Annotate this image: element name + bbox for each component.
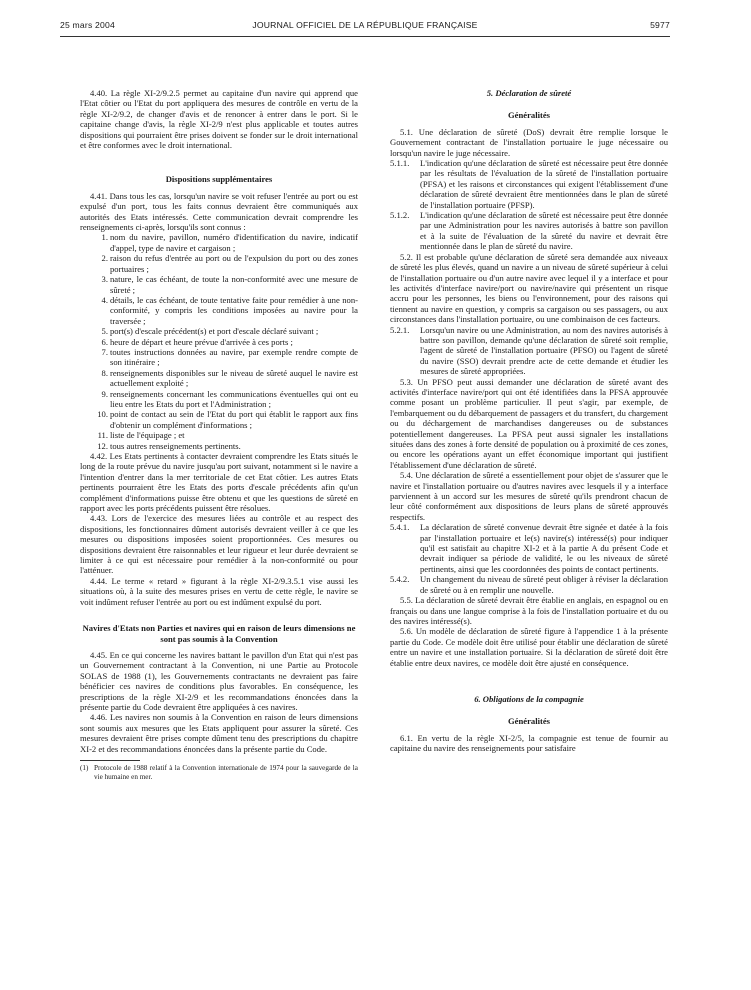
paragraph-6-1: 6.1. En vertu de la règle XI-2/5, la compagnie est tenue de fournir au capitaine du navire des renseignements pour satisfaire xyxy=(390,732,668,754)
subparagraph-5-4-1: 5.4.1. La déclaration de sûreté convenue devrait être signée et datée à la fois par l'installation portuaire et le(s) navire(s) intéressé(s) pour indiquer qu'il est satisfait au chapitre XI-2 et à la partie A du présent Code et devrait indiquer sa période de validité, le ou les niveaux de sûreté pertinents, ainsi que les coordonnées des points de contact pertinents. xyxy=(390,522,668,574)
paragraph-4-45: 4.45. En ce qui concerne les navires battant le pavillon d'un Etat qui n'est pas un Gouvernement contractant à la Convention, ni une Partie au Protocole SOLAS de 1988 (1), les Gouvernements contractants ne devraient pas faire bénéficier ces navires de conditions plus favorables. En conséquence, les prescriptions de la règle XI-2/9 et les recommandations énoncées dans la présente partie du Code devraient être appliquées à ces navires. xyxy=(80,649,358,712)
header-date: 25 mars 2004 xyxy=(60,20,115,30)
chapter-title-6: 6. Obligations de la compagnie xyxy=(474,693,584,704)
section-title-generalites-2: Généralités xyxy=(508,716,550,727)
paragraph-4-40: 4.40. La règle XI-2/9.2.5 permet au capitaine d'un navire qui apprend que l'Etat côtier ou l'Etat du port appliquera des mesures de contrôle en vertu de la règle XI-2/9.2, de changer d'avis et de renoncer à entrer dans le port. Si le capitaine change d'avis, la règle XI-2/9 n'est plus applicable et toutes autres dispositions qui pourraient être prises doivent se fonder sur le droit international et être conformes avec le droit international. xyxy=(80,88,358,151)
footnote-marker: (1) xyxy=(80,763,89,772)
right-column xyxy=(390,88,668,754)
subparagraph-5-1-2: 5.1.2. L'indication qu'une déclaration de sûreté est nécessaire peut être donnée par une Administration pour les navires autorisés à battre son pavillon et à la suite de l'évaluation de la sûreté du navire et devrait être mentionnée dans le plan de sûreté du navire. xyxy=(390,210,668,252)
chapter-title-5: 5. Déclaration de sûreté xyxy=(486,88,572,98)
paragraph-5-2: 5.2. Il est probable qu'une déclaration de sûreté sera demandée aux niveaux de sûreté les plus élevés, quand un navire a un niveau de sûreté supérieur à celui de l'installation portuaire ou d'un autre navire avec lequel il y a interface et pour les activités d'interface navire/port ou navire/navire qui présentent un risque accru pour les personnes, les biens ou l'environnement, pour des raisons qui tiennent au navire en question, y compris sa cargaison ou ses passagers, ou aux circonstances dans l'installation portuaire, ou une combinaison de ces facteurs. xyxy=(390,251,668,325)
paragraph-5-1: 5.1. Une déclaration de sûreté (DoS) devrait être remplie lorsque le Gouvernement contractant de l'installation portuaire le juge nécessaire ou lorsqu'un navire le juge nécessaire. xyxy=(390,126,668,158)
list-item: 7. toutes instructions données au navire, par exemple rendre compte de son itinéraire ; xyxy=(101,346,358,368)
subparagraph-5-2-1: 5.2.1. Lorsqu'un navire ou une Administration, au nom des navires autorisés à battre son pavillon, demande qu'une déclaration de sûreté soit remplie, l'agent de sûreté de l'installation portuaire (PFSO) ou l'agent de sûreté du navire (SSO) devrait prendre acte de cette demande et étudier les mesures de sûreté appropriées. xyxy=(390,324,668,377)
header-journal-title: JOURNAL OFFICIEL DE LA RÉPUBLIQUE FRANÇAISE xyxy=(252,20,478,30)
subparagraph-5-4-2: 5.4.2. Un changement du niveau de sûreté peut obliger à réviser la déclaration de sûreté ou à en remplir une nouvelle. xyxy=(390,574,668,595)
paragraph-4-41: 4.41. Dans tous les cas, lorsqu'un navire se voit refuser l'entrée au port ou est expulsé d'un port, tous les faits connus devraient être communiqués aux autorités des Etats intéressés. Cette communication devrait comprendre les renseignements ci-après, lorsqu'ils sont connus : xyxy=(80,190,358,233)
info-list xyxy=(94,232,358,451)
list-item: 2. raison du refus d'entrée au port ou de l'expulsion du port ou des zones portuaires ; xyxy=(101,253,358,274)
paragraph-4-43: 4.43. Lors de l'exercice des mesures liées au contrôle et au respect des dispositions, les fonctionnaires dûment autorisés devraient veiller à ce que les mesures ou dispositions imposées soient proportionnées. Ces mesures ou dispositions devraient être raisonnables et leur rigueur et leur durée devraient se limiter à ce qui est nécessaire pour remédier à la non-conformité ou pour l'atténuer. xyxy=(80,513,358,576)
list-item: 4. détails, le cas échéant, de toute tentative faite pour remédier à une non-conformité, y compris les conditions imposées au navire pour la traversée ; xyxy=(101,294,358,326)
paragraph-5-3: 5.3. Un PFSO peut aussi demander une déclaration de sûreté avant des activités d'interface navire/port qui ont été identifiées dans la PFSA approuvée comme posant un problème particulier. Il peut s'agir, par exemple, de l'embarquement ou du débarquement de passagers et du transfert, du chargement ou du déchargement de marchandises dangereuses ou de substances potentiellement dangereuses. La PFSA peut aussi signaler les installations situées dans des zones à forte densité de population ou à proximité de ces zones, ou encore les opérations ayant un effet économique important qui justifient l'établissement d'une déclaration de sûreté. xyxy=(390,376,668,470)
paragraph-5-6: 5.6. Un modèle de déclaration de sûreté figure à l'appendice 1 à la présente partie du Code. Ce modèle doit être utilisé pour établir une déclaration de sûreté entre un navire et une installation portuaire. Si la déclaration de sûreté doit être établie entre deux navires, ce modèle doit être ajusté en conséquence. xyxy=(390,626,668,668)
paragraph-5-5: 5.5. La déclaration de sûreté devrait être établie en anglais, en espagnol ou en français ou dans une langue comprise à la fois de l'installation portuaire et du ou des navires intéressé(s). xyxy=(390,595,668,626)
section-title-generalites: Généralités xyxy=(508,110,550,121)
page-header xyxy=(60,20,670,37)
footnote-text: Protocole de 1988 relatif à la Convention internationale de 1974 pour la sauvegarde de la vie humaine en mer. xyxy=(94,763,358,781)
section-title-non-parties: Navires d'Etats non Parties et navires qui en raison de leurs dimensions ne sont pas soumis à la Convention xyxy=(82,623,356,644)
list-item: 1. nom du navire, pavillon, numéro d'identification du navire, indicatif d'appel, type de navire et cargaison ; xyxy=(101,232,358,253)
left-column xyxy=(80,88,358,781)
list-item: 11. liste de l'équipage ; et xyxy=(97,430,185,441)
subparagraph-5-1-1: 5.1.1. L'indication qu'une déclaration de sûreté est nécessaire peut être donnée par les résultats de l'évaluation de la sûreté de l'installation portuaire (PFSA) et les raisons et circonstances qui exigent l'établissement d'une déclaration de sûreté devraient être mentionnées dans le plan de sûreté de l'installation portuaire (PFSP). xyxy=(390,158,668,210)
header-page-number: 5977 xyxy=(650,20,670,30)
list-item: 3. nature, le cas échéant, de toute la non-conformité avec une mesure de sûreté ; xyxy=(101,274,358,295)
section-title-dispositions: Dispositions supplémentaires xyxy=(165,174,273,185)
paragraph-5-4: 5.4. Une déclaration de sûreté a essentiellement pour objet de s'assurer que le navire et l'installation portuaire ou d'autres navires avec lesquels il y a interface parviennent à un accord sur les mesures de sûreté qu'ils prendront chacun de leur côté conformément aux dispositions de leurs plans de sûreté approuvés respectifs. xyxy=(390,470,668,522)
footnote xyxy=(80,764,358,781)
paragraph-4-42: 4.42. Les Etats pertinents à contacter devraient comprendre les Etats situés le long de la route prévue du navire jusqu'au port suivant, notamment si le navire a l'intention d'entrer dans la mer territoriale de cet Etat côtier. Les autres Etats pertinents pourraient être les Etats des ports d'escale précédents afin qu'un complément d'informations puisse être obtenu et que les questions de sûreté en rapport avec les ports précédents puissent être résolues. xyxy=(80,451,358,514)
list-item: 12. tous autres renseignements pertinents. xyxy=(97,440,241,451)
list-item: 6. heure de départ et heure prévue d'arrivée à ces ports ; xyxy=(101,336,293,347)
list-item: 10. point de contact au sein de l'Etat du port qui établit le rapport aux fins d'obtenir un complément d'informations ; xyxy=(97,409,358,430)
list-item: 8. renseignements disponibles sur le niveau de sûreté auquel le navire est actuellement exploité ; xyxy=(101,367,358,389)
paragraph-4-46: 4.46. Les navires non soumis à la Convention en raison de leurs dimensions sont soumis aux mesures que les Etats appliquent pour assurer la sûreté. Ces mesures devraient être prises compte dûment tenu des prescriptions du chapitre XI-2 et des recommandations énoncées dans la présente partie du Code. xyxy=(80,712,358,754)
paragraph-4-44: 4.44. Le terme « retard » figurant à la règle XI-2/9.3.5.1 vise aussi les situations où, à la suite des mesures prises en vertu de cette règle, le navire se voit indûment refuser l'entrée au port ou est indûment expulsé du port. xyxy=(80,575,358,607)
list-item: 9. renseignements concernant les communications éventuelles qui ont eu lieu entre les Etats du port et l'Administration ; xyxy=(101,388,358,409)
list-item: 5. port(s) d'escale précédent(s) et port d'escale déclaré suivant ; xyxy=(101,326,319,337)
footnote-rule xyxy=(80,760,140,761)
